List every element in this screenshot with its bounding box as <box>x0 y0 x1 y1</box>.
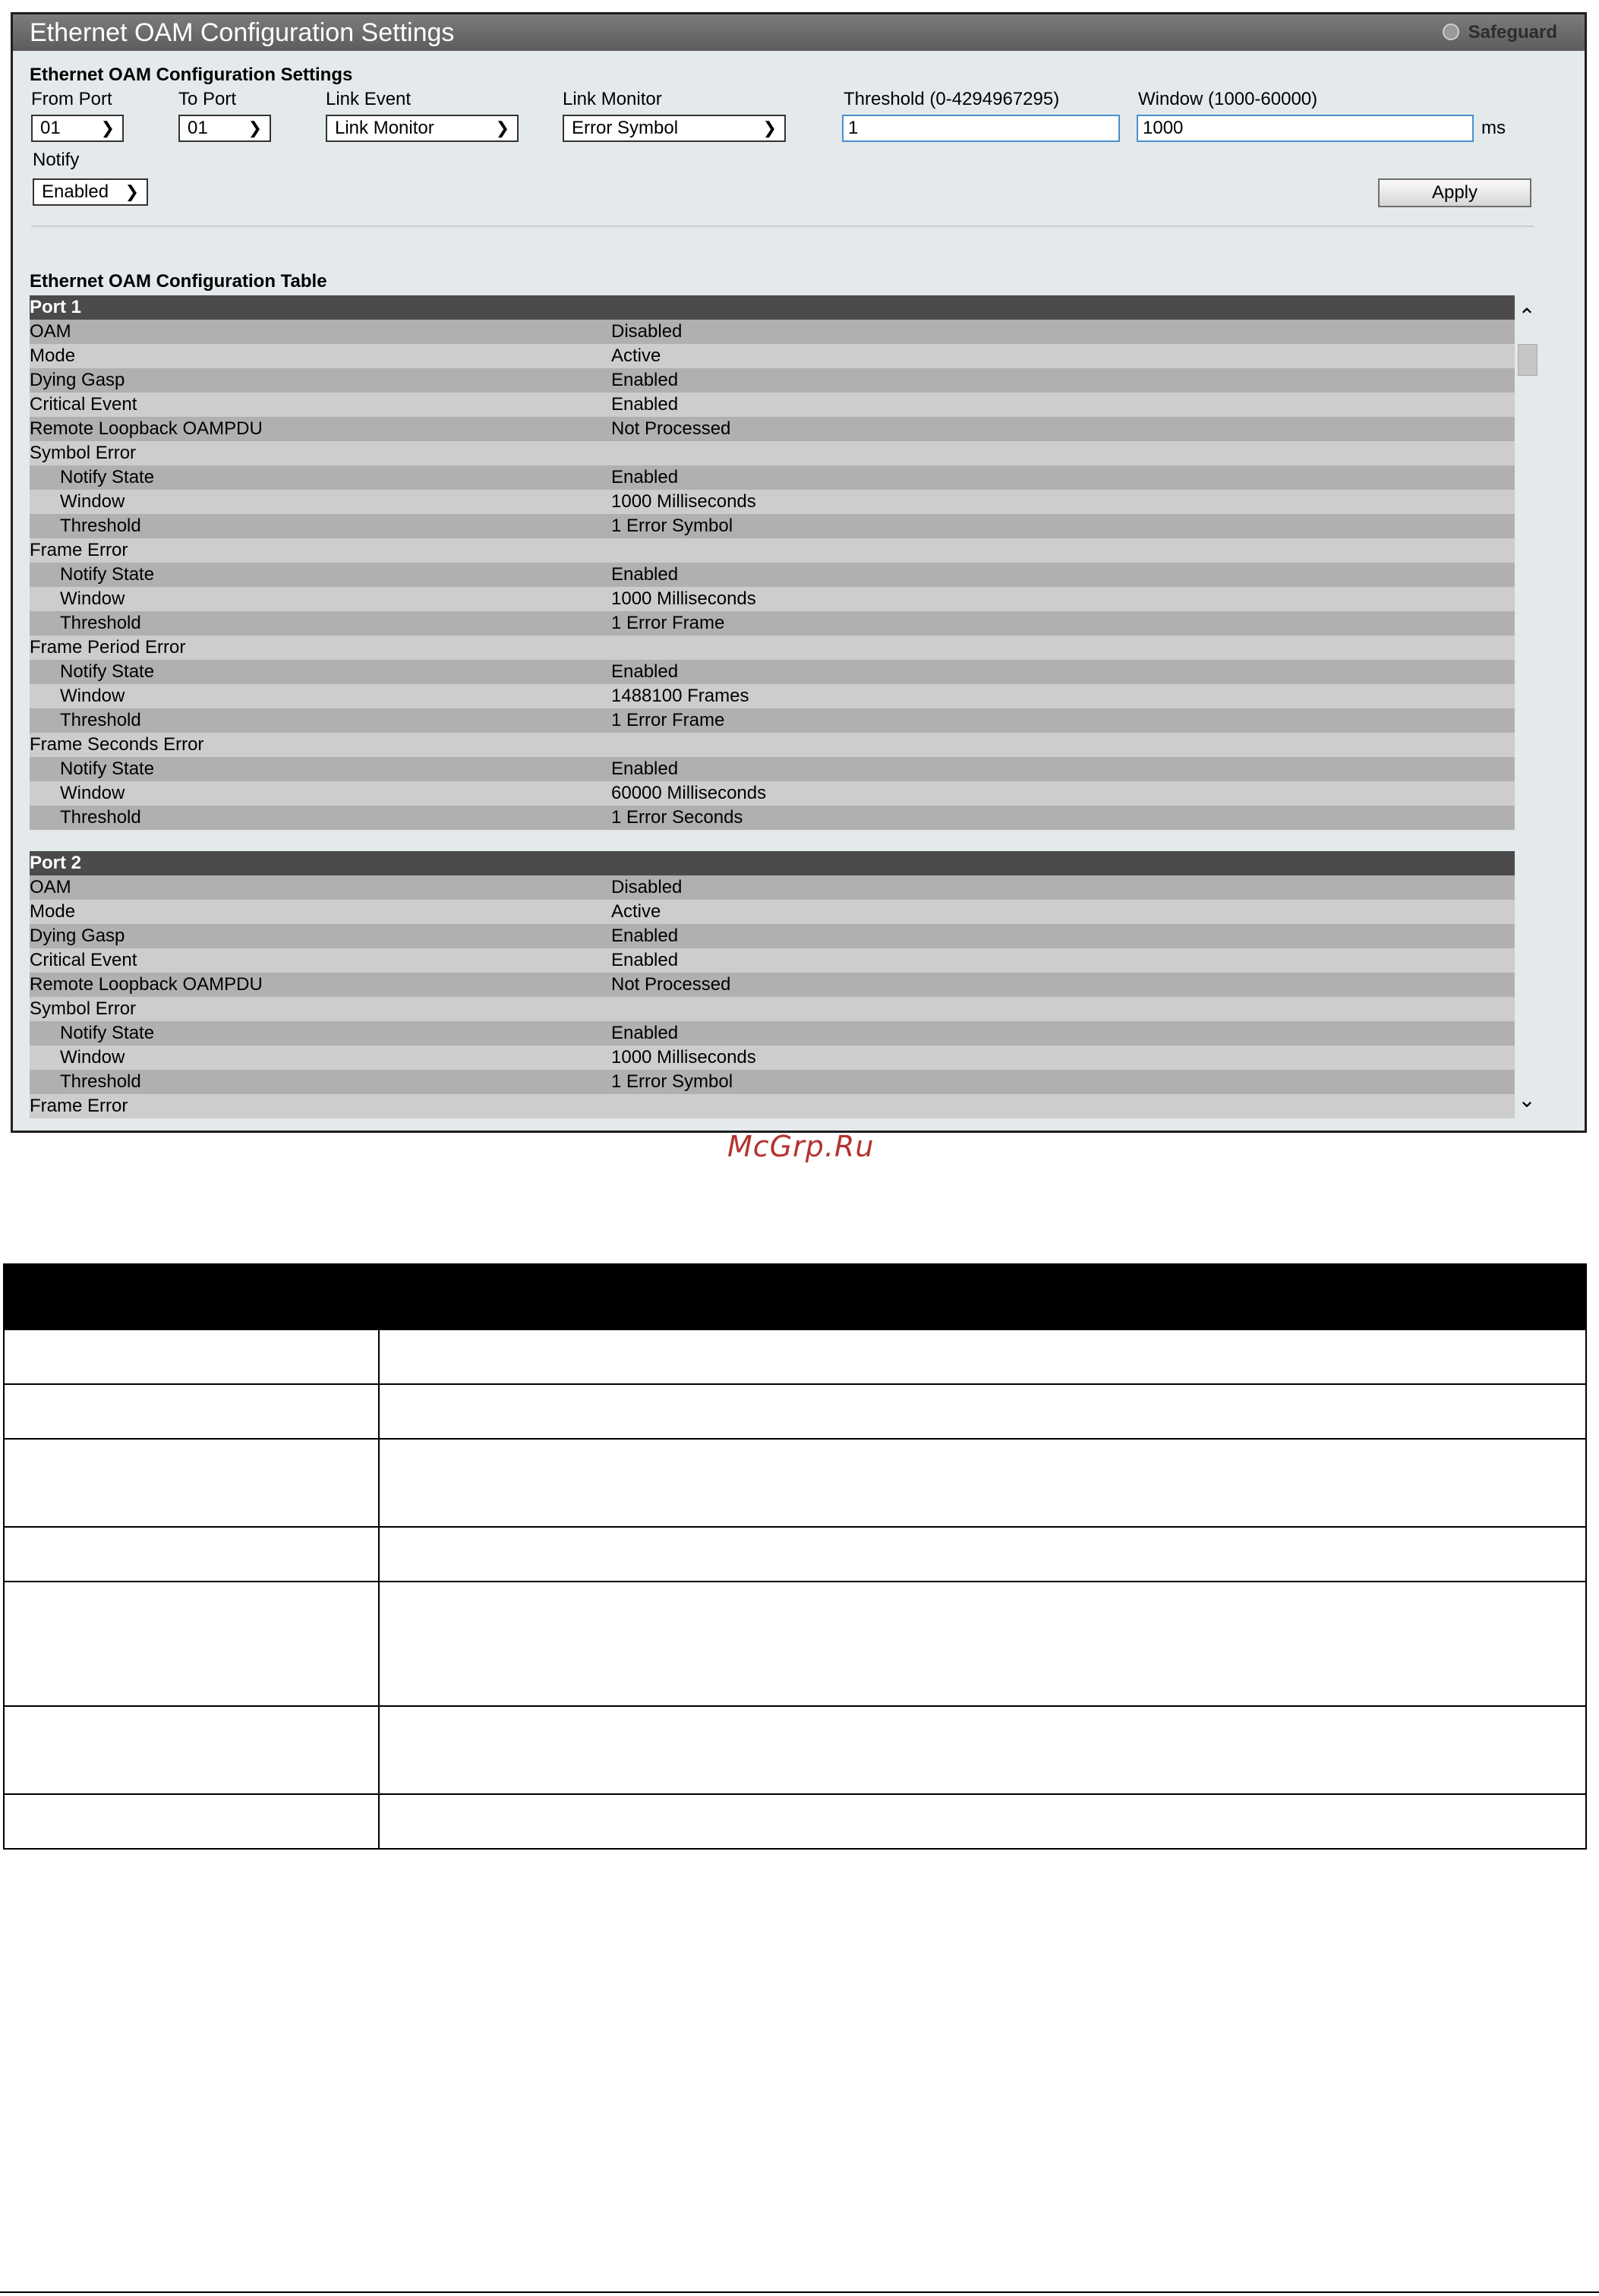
table-row <box>30 320 1516 344</box>
table-cell <box>4 1527 379 1582</box>
table-row <box>4 1439 1586 1527</box>
port-spacer <box>30 830 1516 851</box>
table-row <box>4 1384 1586 1439</box>
table-cell <box>4 1794 379 1849</box>
to-port-label: To Port <box>178 89 237 109</box>
row-value: Not Processed <box>611 418 731 439</box>
table-row <box>30 973 1516 997</box>
table-scrollbar[interactable] <box>1515 295 1539 1124</box>
link-event-label: Link Event <box>326 89 412 109</box>
row-value: Enabled <box>611 394 679 415</box>
settings-section-title: Ethernet OAM Configuration Settings <box>30 65 353 85</box>
header-cell <box>4 1264 379 1329</box>
row-key: Frame Seconds Error <box>30 734 204 755</box>
to-port-value: 01 <box>188 118 208 138</box>
row-value: Active <box>611 345 661 366</box>
table-cell <box>4 1706 379 1794</box>
row-value: Not Processed <box>611 974 731 995</box>
threshold-label: Threshold (0-4294967295) <box>844 89 1060 109</box>
table-row <box>4 1527 1586 1582</box>
table-cell <box>379 1384 1586 1439</box>
row-key: Dying Gasp <box>30 370 125 390</box>
row-value: Disabled <box>611 321 683 342</box>
notify-value: Enabled <box>42 181 109 202</box>
row-key: Critical Event <box>30 950 137 970</box>
header-cell <box>379 1264 1586 1329</box>
table-section-title: Ethernet OAM Configuration Table <box>30 271 327 292</box>
window-input[interactable]: 1000 <box>1137 115 1474 142</box>
window-title: Ethernet OAM Configuration Settings <box>30 18 455 47</box>
safeguard-indicator[interactable] <box>1443 14 1557 51</box>
page-footer-line <box>0 2291 1599 2293</box>
row-value: 60000 Milliseconds <box>611 783 767 803</box>
row-key: Window <box>60 686 125 706</box>
table-row <box>30 538 1516 563</box>
row-key: Threshold <box>60 1071 141 1092</box>
row-key: Symbol Error <box>30 998 137 1019</box>
row-value: Enabled <box>611 758 679 779</box>
row-key: Mode <box>30 901 76 922</box>
table-row <box>4 1582 1586 1706</box>
table-row <box>30 441 1516 465</box>
status-dot-icon <box>1443 24 1459 40</box>
table-row <box>4 1329 1586 1384</box>
row-value: 1 Error Symbol <box>611 516 733 536</box>
row-key: Window <box>60 783 125 803</box>
row-value: Disabled <box>611 877 683 897</box>
table-rows <box>30 295 1516 1118</box>
table-row <box>30 781 1516 806</box>
table-cell <box>379 1706 1586 1794</box>
row-value: Enabled <box>611 467 679 487</box>
row-key: OAM <box>30 877 71 897</box>
row-value: 1 Error Seconds <box>611 807 743 828</box>
threshold-input[interactable]: 1 <box>842 115 1120 142</box>
table-cell <box>379 1794 1586 1849</box>
table-row <box>30 924 1516 948</box>
notify-select[interactable] <box>33 178 148 206</box>
table-row <box>30 733 1516 757</box>
row-key: Window <box>60 491 125 512</box>
divider <box>31 226 1534 227</box>
row-value: 1 Error Frame <box>611 710 725 730</box>
row-value: Enabled <box>611 950 679 970</box>
window-label: Window (1000-60000) <box>1138 89 1318 109</box>
row-key: Remote Loopback OAMPDU <box>30 418 263 439</box>
table-row <box>30 708 1516 733</box>
link-event-select[interactable] <box>326 115 519 142</box>
port-header: Port 1 <box>30 295 1516 320</box>
oam-config-table[interactable] <box>30 295 1536 1124</box>
table-cell <box>379 1329 1586 1384</box>
table-row <box>30 900 1516 924</box>
table-row <box>30 465 1516 490</box>
table-cell <box>4 1439 379 1527</box>
row-value: 1000 Milliseconds <box>611 588 756 609</box>
chevron-down-icon: ❯ <box>248 118 262 137</box>
chevron-down-icon[interactable]: ⌄ <box>1518 1088 1536 1112</box>
table-row <box>30 806 1516 830</box>
table-row <box>30 636 1516 660</box>
to-port-select[interactable] <box>178 115 271 142</box>
row-key: Window <box>60 1047 125 1068</box>
table-row <box>30 563 1516 587</box>
parameter-table <box>3 1263 1587 1850</box>
row-value: Enabled <box>611 661 679 682</box>
table-row <box>30 1070 1516 1094</box>
table-cell <box>379 1582 1586 1706</box>
table-cell <box>4 1329 379 1384</box>
row-value: 1000 Milliseconds <box>611 1047 756 1068</box>
row-value: 1000 Milliseconds <box>611 491 756 512</box>
table-row <box>30 611 1516 636</box>
apply-button[interactable]: Apply <box>1378 178 1531 207</box>
table-cell <box>379 1527 1586 1582</box>
row-key: Notify State <box>60 564 155 585</box>
table-row <box>4 1794 1586 1849</box>
table-row <box>30 417 1516 441</box>
table-row <box>30 660 1516 684</box>
row-key: Notify State <box>60 467 155 487</box>
watermark: McGrp.Ru <box>727 1130 875 1163</box>
oam-settings-window <box>11 12 1587 1133</box>
table-row <box>4 1706 1586 1794</box>
row-key: Frame Error <box>30 540 128 560</box>
row-value: 1488100 Frames <box>611 686 749 706</box>
from-port-label: From Port <box>31 89 112 109</box>
row-key: Critical Event <box>30 394 137 415</box>
row-key: Threshold <box>60 807 141 828</box>
row-key: Mode <box>30 345 76 366</box>
row-key: Notify State <box>60 1023 155 1043</box>
row-value: Enabled <box>611 1023 679 1043</box>
row-key: Notify State <box>60 661 155 682</box>
table-row <box>30 1046 1516 1070</box>
table-cell <box>4 1582 379 1706</box>
row-key: Frame Error <box>30 1096 128 1116</box>
chevron-down-icon: ❯ <box>125 182 139 201</box>
table-row <box>30 490 1516 514</box>
scrollbar-thumb[interactable] <box>1518 344 1538 376</box>
row-key: Threshold <box>60 613 141 633</box>
table-row <box>30 344 1516 368</box>
link-event-value: Link Monitor <box>335 118 434 138</box>
port-header: Port 2 <box>30 851 1516 875</box>
table-row <box>30 1094 1516 1118</box>
row-key: Window <box>60 588 125 609</box>
row-key: OAM <box>30 321 71 342</box>
link-monitor-value: Error Symbol <box>572 118 679 138</box>
row-key: Threshold <box>60 710 141 730</box>
row-key: Frame Period Error <box>30 637 186 658</box>
table-row <box>30 684 1516 708</box>
row-value: 1 Error Symbol <box>611 1071 733 1092</box>
table-row <box>30 997 1516 1021</box>
chevron-down-icon: ❯ <box>495 118 509 137</box>
table-header-row <box>4 1264 1586 1329</box>
link-monitor-select[interactable] <box>563 115 786 142</box>
window-unit: ms <box>1481 118 1506 138</box>
table-row <box>30 1021 1516 1046</box>
row-key: Remote Loopback OAMPDU <box>30 974 263 995</box>
from-port-value: 01 <box>40 118 61 138</box>
notify-label: Notify <box>33 150 80 170</box>
link-monitor-label: Link Monitor <box>563 89 662 109</box>
row-value: Enabled <box>611 370 679 390</box>
from-port-select[interactable] <box>31 115 124 142</box>
table-row <box>30 948 1516 973</box>
row-key: Symbol Error <box>30 443 137 463</box>
row-value: 1 Error Frame <box>611 613 725 633</box>
table-cell <box>379 1439 1586 1527</box>
table-row <box>30 514 1516 538</box>
table-row <box>30 393 1516 417</box>
table-row <box>30 587 1516 611</box>
table-row <box>30 757 1516 781</box>
row-value: Enabled <box>611 926 679 946</box>
table-row <box>30 368 1516 393</box>
chevron-down-icon: ❯ <box>762 118 777 137</box>
row-value: Active <box>611 901 661 922</box>
table-cell <box>4 1384 379 1439</box>
row-key: Notify State <box>60 758 155 779</box>
row-key: Threshold <box>60 516 141 536</box>
table-row <box>30 875 1516 900</box>
row-key: Dying Gasp <box>30 926 125 946</box>
chevron-down-icon: ❯ <box>100 118 115 137</box>
row-value: Enabled <box>611 564 679 585</box>
safeguard-label: Safeguard <box>1468 22 1557 43</box>
window-titlebar <box>13 14 1585 51</box>
chevron-up-icon[interactable]: ⌃ <box>1518 304 1536 328</box>
